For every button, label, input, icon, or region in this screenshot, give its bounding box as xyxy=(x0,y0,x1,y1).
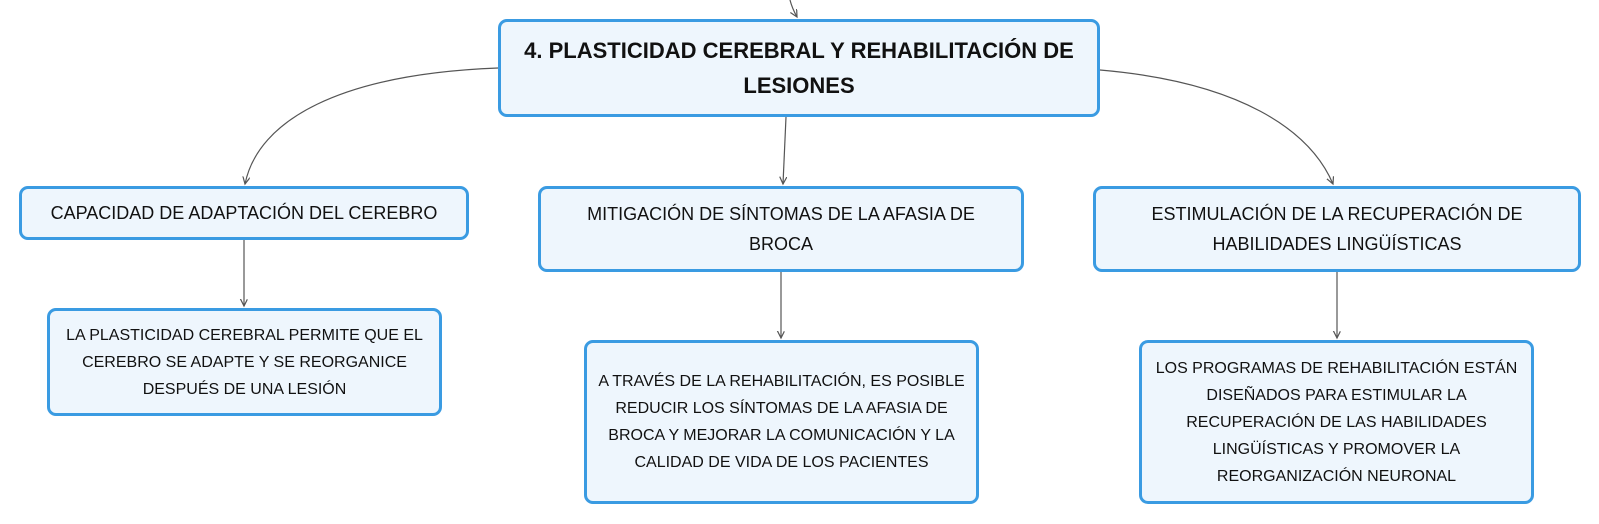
detail-text: LA PLASTICIDAD CEREBRAL PERMITE QUE EL CEREBRO SE ADAPTE Y SE REORGANICE DESPUÉS DE UNA LESIÓN xyxy=(66,326,423,398)
connector-incoming-root xyxy=(790,0,797,17)
root-topic-label: 4. PLASTICIDAD CEREBRAL Y REHABILITACIÓN DE LESIONES xyxy=(524,38,1074,98)
branch-node-stimulation[interactable] xyxy=(1093,186,1581,272)
detail-text: LOS PROGRAMAS DE REHABILITACIÓN ESTÁN DISEÑADOS PARA ESTIMULAR LA RECUPERACIÓN DE LAS HABILIDADES LINGÜÍSTICAS Y PROMOVER LA REORGANIZACIÓN NEURONAL xyxy=(1155,359,1518,485)
detail-text: A TRAVÉS DE LA REHABILITACIÓN, ES POSIBLE REDUCIR LOS SÍNTOMAS DE LA AFASIA DE BROCA Y MEJORAR LA COMUNICACIÓN Y LA CALIDAD DE VIDA DE LOS PACIENTES xyxy=(598,373,965,471)
connector-root-branch-3 xyxy=(1100,70,1333,184)
branch-node-aphasia[interactable] xyxy=(538,186,1024,272)
branch-label: CAPACIDAD DE ADAPTACIÓN DEL CEREBRO xyxy=(50,203,438,223)
connector-root-branch-2 xyxy=(783,117,786,184)
detail-node-stimulation[interactable] xyxy=(1139,340,1534,504)
root-topic-node[interactable] xyxy=(498,19,1100,117)
detail-node-aphasia[interactable] xyxy=(584,340,979,504)
branch-label: ESTIMULACIÓN DE LA RECUPERACIÓN DE HABILIDADES LINGÜÍSTICAS xyxy=(1151,204,1523,254)
branch-label: MITIGACIÓN DE SÍNTOMAS DE LA AFASIA DE BROCA xyxy=(587,204,975,254)
detail-node-adaptation[interactable] xyxy=(47,308,442,416)
branch-node-adaptation[interactable] xyxy=(19,186,469,240)
connector-root-branch-1 xyxy=(245,68,498,184)
